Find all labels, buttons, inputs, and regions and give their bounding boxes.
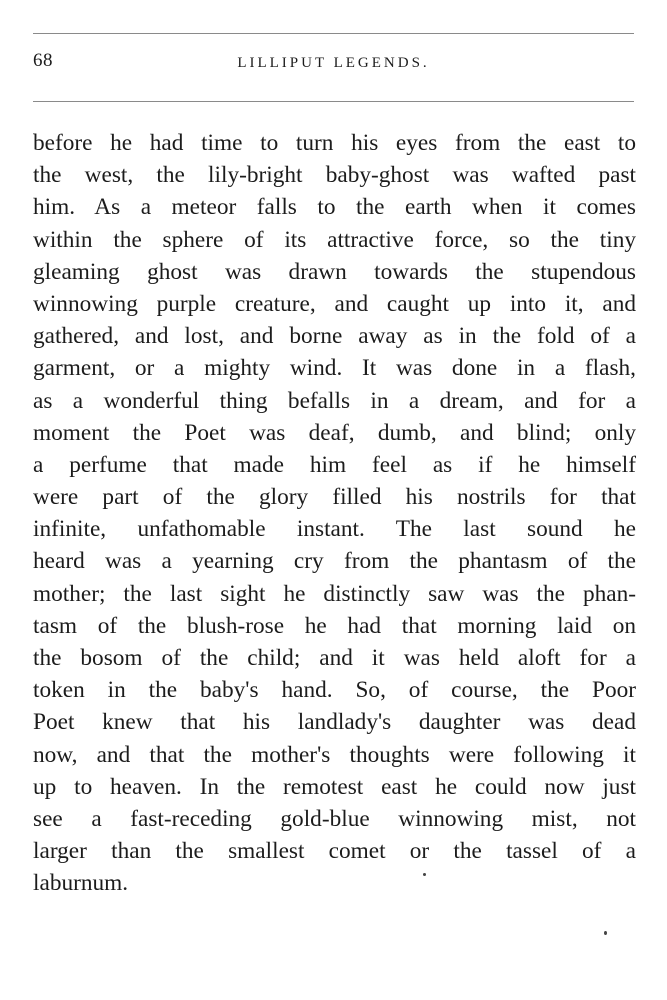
ink-speck [604,931,607,935]
text-line-19: Poet knew that his landlady's daughter was dead [33,709,636,736]
text-line-7: gathered, and lost, and borne away as in the fold of a [33,323,636,350]
text-line-2: the west, the lily-bright baby-ghost was wafted past [33,162,636,189]
header-rule-top [33,33,634,34]
header-rule-bottom [33,101,634,102]
text-line-9: as a wonderful thing befalls in a dream, and for a [33,387,636,414]
text-line-24: laburnum. [33,870,129,897]
text-line-20: now, and that the mother's thoughts were following it [33,741,636,768]
text-line-21: up to heaven. In the remotest east he could now just [33,773,636,800]
text-line-12: were part of the glory filled his nostrils for that [33,484,636,511]
text-line-15: mother; the last sight he distinctly saw was the phan- [33,580,636,607]
text-line-18: token in the baby's hand. So, of course, the Poor [33,677,636,704]
text-line-23: larger than the smallest comet or the tassel of a [33,838,636,865]
page-number: 68 [33,50,53,71]
text-line-13: infinite, unfathomable instant. The last sound he [33,516,636,543]
text-line-14: heard was a yearning cry from the phantasm of the [33,548,636,575]
running-title: LILLIPUT LEGENDS. [237,55,430,71]
text-line-6: winnowing purple creature, and caught up into it, and [33,290,636,317]
text-line-8: garment, or a mighty wind. It was done in a flash, [33,355,636,382]
text-line-5: gleaming ghost was drawn towards the stupendous [33,258,636,285]
text-line-3: him. As a meteor falls to the earth when it comes [33,194,636,221]
text-line-11: a perfume that made him feel as if he himself [33,451,636,478]
text-line-16: tasm of the blush-rose he had that morning laid on [33,612,636,639]
text-line-22: see a fast-receding gold-blue winnowing mist, not [33,805,636,832]
text-line-10: moment the Poet was deaf, dumb, and blind; only [33,419,636,446]
text-line-1: before he had time to turn his eyes from the east to [33,130,636,156]
text-line-17: the bosom of the child; and it was held aloft for a [33,645,636,671]
text-line-4: within the sphere of its attractive force, so the tiny [33,226,636,253]
ink-speck [423,873,426,876]
body-paragraph [33,127,636,900]
